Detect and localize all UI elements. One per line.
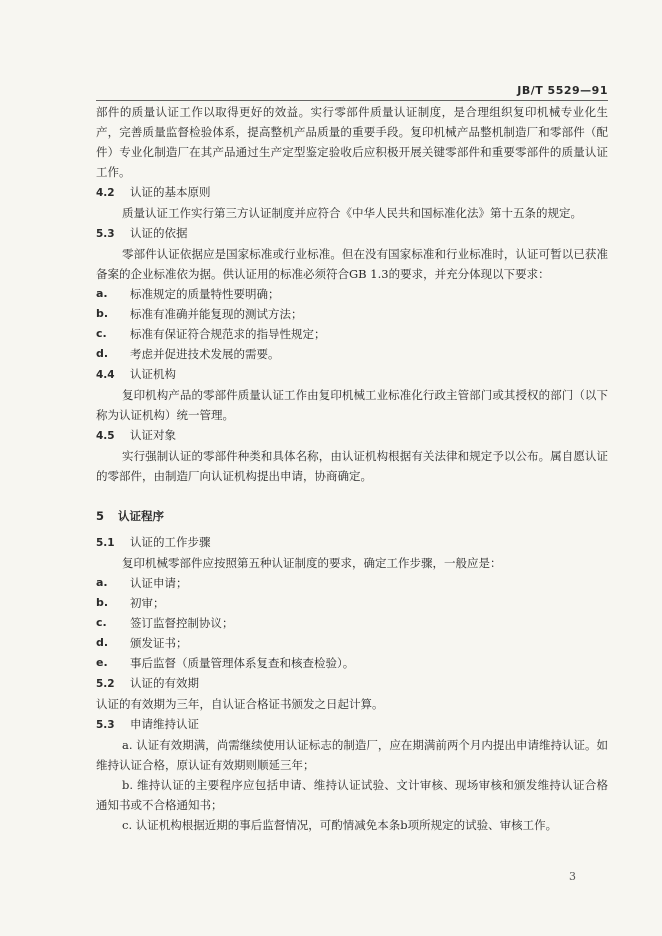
section-number: 4.4	[96, 369, 115, 381]
list-paragraph	[96, 775, 608, 815]
section-title: 认证的工作步骤	[130, 535, 211, 549]
list-marker: a.	[96, 576, 108, 589]
list-marker: a.	[122, 738, 133, 752]
list-marker: e.	[96, 656, 108, 669]
section-text: 实行强制认证的零部件种类和具体名称，由认证机构根据有关法律和规定予以公布。属自愿认证的零部件，由制造厂向认证机构提出申请，协商确定。	[96, 449, 608, 483]
list-text: 标准规定的质量特性要明确；	[130, 287, 280, 301]
standard-number: JB/T 5529—91	[517, 84, 608, 97]
section-text: 认证的有效期为三年，自认证合格证书颁发之日起计算。	[96, 697, 384, 711]
section-title: 认证对象	[130, 428, 176, 442]
section-title: 认证机构	[130, 367, 176, 381]
section-text: 复印机构产品的零部件质量认证工作由复印机械工业标准化行政主管部门或其授权的部门（以下称为认证机构）统一管理。	[96, 388, 608, 422]
list-text: 维持认证的主要程序应包括申请、维持认证试验、文计审核、现场审核和颁发维持认证合格通知书或不合格通知书；	[96, 778, 609, 812]
list-text: 标准有保证符合规范求的指导性规定；	[130, 327, 326, 341]
list-text: 签订监督控制协议；	[130, 616, 234, 630]
list-marker: c.	[96, 616, 107, 629]
list-marker: c.	[96, 327, 107, 340]
section-heading	[96, 532, 608, 553]
list-text: 认证申请；	[130, 576, 188, 590]
list-marker: b.	[96, 307, 109, 320]
list-text: 认证机构根据近期的事后监督情况，可酌情减免本条b项所规定的试验、审核工作。	[135, 818, 558, 832]
list-item	[96, 633, 608, 653]
section-heading	[96, 425, 608, 446]
list-marker: d.	[96, 636, 109, 649]
list-text: 事后监督（质量管理体系复查和核查检验）。	[130, 656, 355, 670]
section-title: 申请维持认证	[130, 717, 199, 731]
list-text: 颁发证书；	[130, 636, 188, 650]
list-item	[96, 593, 608, 613]
chapter-number: 5	[96, 509, 105, 523]
list-item	[96, 344, 608, 364]
list-marker: a.	[96, 287, 108, 300]
list-item	[96, 613, 608, 633]
list-text: 认证有效期满，尚需继续使用认证标志的制造厂，应在期满前两个月内提出申请维持认证。如维持认证合格，原认证有效期则顺延三年；	[96, 738, 609, 772]
section-number: 4.5	[96, 430, 115, 442]
section-number: 5.2	[96, 678, 115, 690]
list-paragraph	[96, 735, 608, 775]
section-number: 4.2	[96, 187, 115, 199]
section-heading	[96, 364, 608, 385]
section-text: 复印机械零部件应按照第五种认证制度的要求，确定工作步骤，一般应是：	[122, 556, 502, 570]
list-marker: c.	[122, 818, 133, 832]
list-text: 标准有准确并能复现的测试方法；	[130, 307, 303, 321]
list-item	[96, 304, 608, 324]
header-rule	[96, 100, 608, 101]
list-marker: d.	[96, 347, 109, 360]
list-item	[96, 284, 608, 304]
list-item	[96, 324, 608, 344]
list-text: 考虑并促进技术发展的需要。	[130, 347, 280, 361]
section-text: 零部件认证依据应是国家标准或行业标准。但在没有国家标准和行业标准时，认证可暂以已获准备案的企业标准依为据。供认证用的标准必须符合GB 1.3的要求，并充分体现以下要求：	[96, 247, 608, 281]
section-title: 认证的依据	[130, 226, 188, 240]
chapter-heading	[96, 506, 608, 526]
section-heading	[96, 223, 608, 244]
chapter-title: 认证程序	[118, 509, 164, 523]
section-title: 认证的有效期	[130, 676, 199, 690]
page-number: 3	[569, 870, 576, 883]
page-content	[96, 102, 608, 835]
list-text: 初审；	[130, 596, 165, 610]
list-item	[96, 653, 608, 673]
list-paragraph	[96, 815, 608, 835]
section-number: 5.3	[96, 228, 115, 240]
list-marker: b.	[96, 596, 109, 609]
section-number: 5.3	[96, 719, 115, 731]
continued-paragraph: 部件的质量认证工作以取得更好的效益。实行零部件质量认证制度，是合理组织复印机械专业化生产，完善质量监督检验体系，提高整机产品质量的重要手段。复印机械产品整机制造厂和零部件（配件）专业化制造厂在其产品通过生产定型鉴定验收后应积极开展关键零部件和重要零部件的质量认证工作。	[96, 105, 608, 179]
section-heading	[96, 182, 608, 203]
section-heading	[96, 673, 608, 694]
list-marker: b.	[122, 778, 134, 792]
list-item	[96, 573, 608, 593]
section-heading	[96, 714, 608, 735]
section-number: 5.1	[96, 537, 115, 549]
section-text: 质量认证工作实行第三方认证制度并应符合《中华人民共和国标准化法》第十五条的规定。	[122, 206, 582, 220]
section-title: 认证的基本原则	[130, 185, 211, 199]
